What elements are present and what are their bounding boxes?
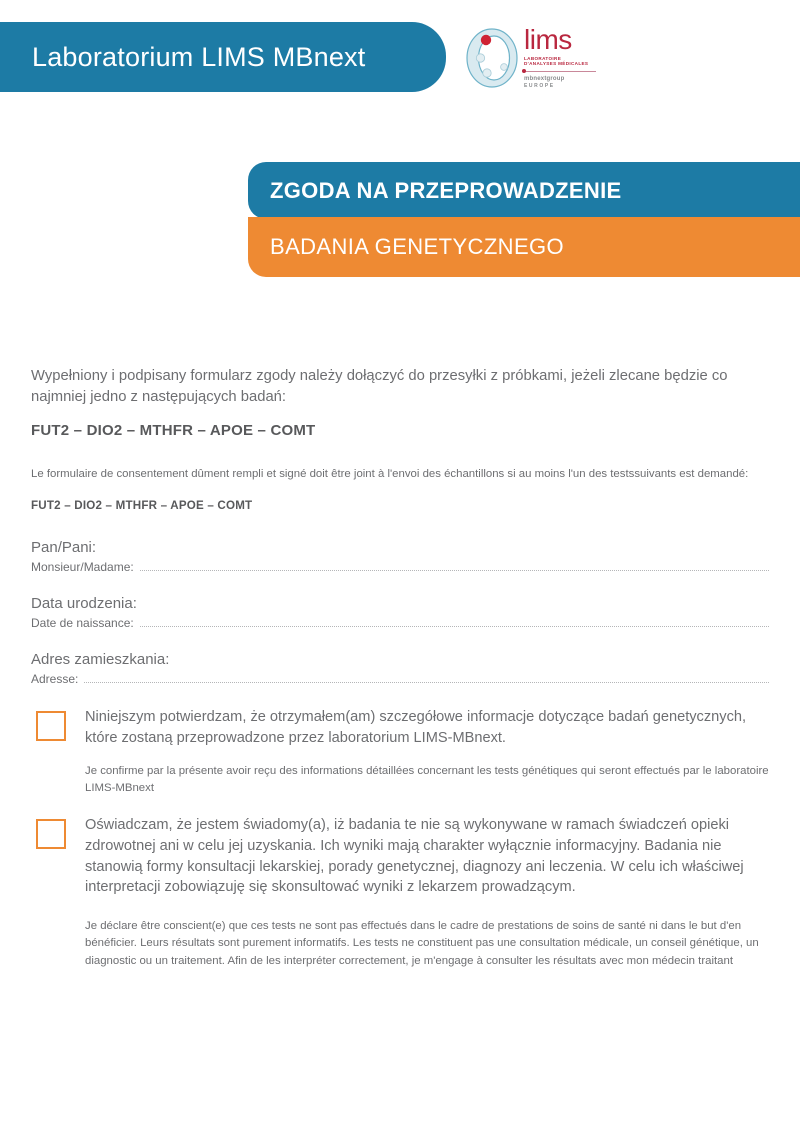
consent-section (31, 707, 769, 970)
field-birthdate-input[interactable] (140, 620, 769, 627)
lims-wordmark: lims (524, 24, 572, 56)
field-name-input[interactable] (140, 564, 769, 571)
intro-paragraph-fr: Le formulaire de consentement dûment rempli et signé doit être joint à l'envoi des échantillons si au moins l'un des testssuivants est demandé: (31, 468, 749, 480)
consent-text-block-1 (85, 707, 769, 797)
consent-item-2 (31, 815, 769, 970)
lab-name-title: Laboratorium LIMS MBnext (32, 41, 366, 72)
logo-region: EUROPE (524, 82, 555, 89)
patient-fields (31, 539, 769, 686)
field-address-row (31, 672, 769, 686)
field-name (31, 539, 769, 574)
lims-logo-text (524, 24, 596, 89)
title-banner-primary (248, 162, 800, 219)
logo-divider (524, 71, 596, 72)
field-birthdate (31, 595, 769, 630)
lims-logo (464, 24, 594, 92)
field-birthdate-label-pl: Data urodzenia: (31, 595, 137, 613)
consent-item-1 (31, 707, 769, 797)
field-address-label-pl: Adres zamieszkania: (31, 651, 170, 669)
test-list-fr: FUT2 – DIO2 – MTHFR – APOE – COMT (31, 499, 253, 513)
title-banner-secondary (248, 217, 800, 277)
document-header (0, 0, 800, 110)
lims-cell-icon (464, 27, 520, 89)
consent-checkbox-1[interactable] (36, 711, 66, 741)
consent-1-text-pl: Niniejszym potwierdzam, że otrzymałem(am) szczegółowe informacje dotyczące badań genetycznych, które zostaną przeprowadzone przez laboratorium LIMS-MBnext. (85, 709, 747, 746)
lims-subtitle-line2: D'ANALYSES MÉDICALES (524, 61, 589, 67)
consent-2-text-fr: Je déclare être conscient(e) que ces tests ne sont pas effectués dans le cadre de prestations de soins de santé ni dans le but d'en bénéficier. Leurs résultats sont purement informatifs. Les tests ne constituent pas une consultation médicale, un conseil génétique, un diagnostic ou un traitement. Afin de les interpréter correctement, je m'engage à consulter les résultats avec mon médecin traitant (85, 920, 759, 967)
title-line-1: ZGODA NA PRZEPROWADZENIE (270, 177, 622, 203)
document-body (31, 366, 769, 988)
field-name-row (31, 560, 769, 574)
consent-text-block-2 (85, 815, 769, 970)
field-address-input[interactable] (84, 676, 769, 683)
title-line-2: BADANIA GENETYCZNEGO (270, 234, 565, 259)
field-birthdate-row (31, 616, 769, 630)
field-birthdate-label-fr: Date de naissance: (31, 616, 134, 631)
document-title-block (248, 162, 800, 277)
field-name-label-fr: Monsieur/Madame: (31, 560, 134, 575)
consent-2-text-pl: Oświadczam, że jestem świadomy(a), iż badania te nie są wykonywane w ramach świadczeń opieki zdrowotnej ani w celu jej uzyskania. Ich wyniki mają charakter wyłącznie informacyjny. Badania nie stanowią formy konsultacji lekarskiej, porady genetycznej, diagnozy ani leczenia. W celu ich właściwej interpretacji zobowiązuję się skonsultować wyniki z lekarzem prowadzącym. (85, 817, 744, 896)
intro-paragraph-pl: Wypełniony i podpisany formularz zgody należy dołączyć do przesyłki z próbkami, jeżeli zlecane będzie co najmniej jedno z następujących badań: (31, 368, 728, 405)
field-address (31, 651, 769, 686)
field-name-label-pl: Pan/Pani: (31, 539, 97, 557)
consent-checkbox-2[interactable] (36, 819, 66, 849)
lab-name-banner (0, 22, 446, 92)
field-address-label-fr: Adresse: (31, 672, 79, 687)
consent-1-text-fr: Je confirme par la présente avoir reçu des informations détaillées concernant les tests génétiques qui seront effectués par le laboratoire LIMS-MBnext (85, 764, 769, 794)
logo-group-name: mbnextgroup (524, 75, 565, 82)
lims-subtitle-line1: LABORATOIRE (524, 55, 562, 61)
test-list-pl: FUT2 – DIO2 – MTHFR – APOE – COMT (31, 422, 316, 439)
